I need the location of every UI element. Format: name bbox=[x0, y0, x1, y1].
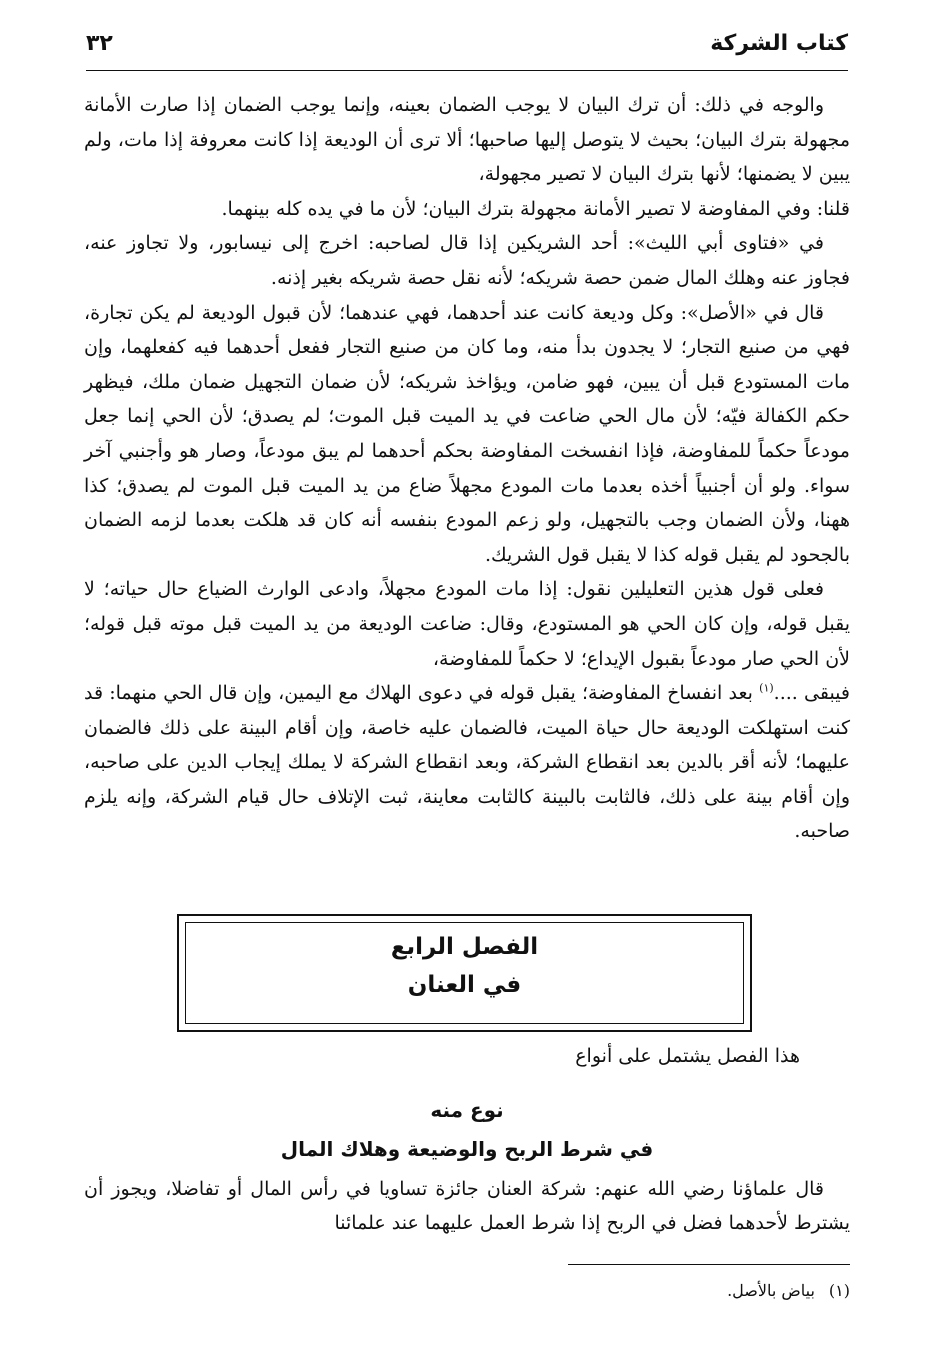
section-subtitle: في شرط الربح والوضيعة وهلاك المال bbox=[280, 1137, 654, 1161]
chapter-intro: هذا الفصل يشتمل على أنواع bbox=[575, 1045, 800, 1067]
paragraph bbox=[84, 676, 850, 849]
paragraph: قال علماؤنا رضي الله عنهم: شركة العنان جائزة تساويا في رأس المال أو تفاضلا، ويجوز أن يشترط لأحدهما فضل في الربح إذا شرط العمل عليهما عند علمائنا bbox=[84, 1178, 850, 1234]
chapter-heading-box bbox=[177, 914, 752, 1032]
paragraph: فعلى قول هذين التعليلين نقول: إذا مات المودع مجهلاً، وادعى الوارث الضياع حال حياته؛ لا يقبل قوله، وإن كان الحي هو المستودع، وقال: ضاعت الوديعة من يد الميت قبل موته قبل قوله؛ لأن الحي صار مودعاً بقبول الإيداع؛ لا حكماً للمفاوضة، bbox=[84, 578, 850, 670]
footnote-text: بياض بالأصل. bbox=[727, 1281, 815, 1300]
footnote-number: (١) bbox=[828, 1281, 850, 1300]
running-header bbox=[86, 22, 848, 66]
page-number: ٣٢ bbox=[86, 31, 113, 56]
header-title: كتاب الشركة bbox=[710, 31, 848, 56]
footnote bbox=[727, 1276, 850, 1306]
chapter-title: الفصل الرابع bbox=[390, 934, 539, 960]
chapter-subtitle: في العنان bbox=[407, 972, 522, 998]
main-text bbox=[84, 88, 850, 849]
paragraph: في «فتاوى أبي الليث»: أحد الشريكين إذا قال لصاحبه: اخرج إلى نيسابور، ولا تجاوز عنه، فجاوز عنه وهلك المال ضمن حصة شريكه؛ لأنه نقل حصة شريكه بغير إذنه. bbox=[84, 232, 850, 289]
footnote-rule bbox=[568, 1264, 850, 1265]
section-text bbox=[84, 1172, 850, 1240]
section-title: نوع منه bbox=[430, 1098, 504, 1122]
paragraph-continuation: بعد انفساخ المفاوضة؛ يقبل قوله في دعوى الهلاك مع اليمين، وإن قال الحي منهما: قد كنت استهلكت الوديعة حال حياة الميت، فالضمان عليه خاصة، وإن أقام البينة على ذلك فالضمان عليهما؛ لأنه أقر بالدين بعد انقطاع الشركة، وبعد انقطاع الشركة لا يملك إيجاب الدين على صاحبه، وإن أقام بينة على ذلك، فالثابت بالبينة كالثابت معاينة، ثبت الإتلاف حال قيام الشركة، وإنه يلزم صاحبه. bbox=[84, 682, 850, 843]
footnote-reference: (١) bbox=[759, 681, 774, 695]
paragraph: والوجه في ذلك: أن ترك البيان لا يوجب الضمان بعينه، وإنما يوجب الضمان إذا صارت الأمانة مجهولة بترك البيان؛ بحيث لا يتوصل إليها صاحبها؛ ألا ترى أن الوديعة إذا كانت معروفة إذا مات، ولم يبين لا يضمنها؛ لأنها بترك البيان لا تصير مجهولة، bbox=[84, 94, 850, 186]
paragraph: قلنا: وفي المفاوضة لا تصير الأمانة مجهولة بترك البيان؛ لأن ما في يده كله بينهما. bbox=[221, 197, 850, 220]
ellipsis-text: فيبقى .... bbox=[773, 682, 851, 705]
header-rule bbox=[86, 70, 848, 71]
paragraph: قال في «الأصل»: وكل وديعة كانت عند أحدهما، فهي عندهما؛ لأن قبول الوديعة لم يكن تجارة، فهي من صنيع التجار؛ لا يجدون بدأ منه، وما كان من صنيع التجار ففعل أحدهما فيه كفعلهما، وإن مات المستودع قبل أن يبين، فهو ضامن، ويؤاخذ شريكه؛ لأن ضمان التجهيل ضمان ملك، فيظهر حكم الكفالة فيّه؛ لأن مال الحي ضاعت في يد الميت قبل الموت؛ لم يصدق؛ لأن الحي إنما جعل مودعاً حكماً للمفاوضة، فإذا انفسخت المفاوضة بحكم أحدهما لم يبق مودعاً، وصار هو وأجنبي آخر سواء. ولو أن أجنبياً أخذه بعدما مات المودع مجهلاً ضاع من يد الميت قبل الموت لم يصدق؛ كذا ههنا، ولأن الضمان وجب بالتجهيل، ولو زعم المودع بنفسه أنه كان قد هلكت بعدما لزمه الضمان بالجحود لم يقبل قوله كذا لا يقبل قول الشريك. bbox=[84, 301, 850, 566]
